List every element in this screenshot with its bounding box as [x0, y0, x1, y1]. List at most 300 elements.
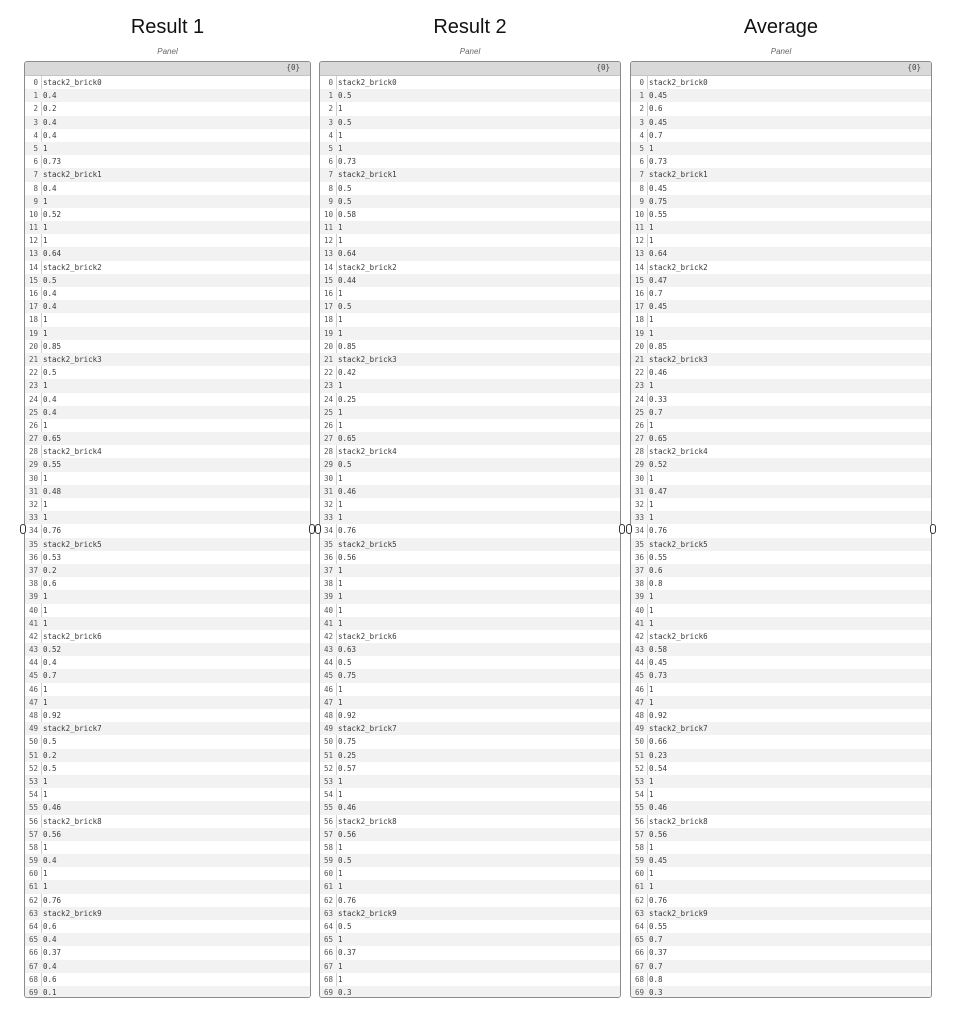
row-index: 29 [323, 460, 333, 470]
list-item [631, 590, 931, 603]
row-index: 43 [28, 645, 38, 655]
list-item [631, 841, 931, 854]
row-value: 0.52 [43, 645, 62, 655]
list-item [631, 960, 931, 973]
row-value: 0.5 [43, 737, 57, 747]
row-index: 37 [323, 565, 333, 575]
row-value: 0.76 [338, 895, 357, 905]
row-value: 0.4 [43, 935, 57, 945]
row-index: 24 [323, 394, 333, 404]
row-value: 0.66 [649, 737, 668, 747]
list-item [320, 129, 620, 142]
row-value: 0.58 [649, 645, 668, 655]
row-index: 67 [323, 961, 333, 971]
row-value: 0.37 [43, 948, 62, 958]
row-value: 0.4 [43, 961, 57, 971]
list-item [631, 524, 931, 537]
list-item [320, 854, 620, 867]
list-item [631, 195, 931, 208]
panel-rows [25, 76, 310, 998]
list-item [320, 393, 620, 406]
input-grip-result-2[interactable] [315, 524, 321, 534]
row-index: 15 [634, 275, 644, 285]
row-value: 0.55 [649, 922, 668, 931]
row-value: 0.47 [649, 486, 668, 496]
row-value: stack2_brick4 [649, 447, 708, 457]
list-item [25, 854, 310, 867]
row-value: stack2_brick9 [649, 908, 708, 918]
row-value: 0.46 [649, 368, 668, 378]
row-index: 21 [323, 354, 333, 364]
row-value: 1 [43, 328, 48, 338]
row-value: 0.6 [649, 565, 663, 575]
row-index: 44 [28, 658, 38, 668]
list-item [25, 920, 310, 933]
row-index: 3 [33, 117, 38, 127]
list-item [631, 327, 931, 340]
list-item [25, 366, 310, 379]
row-value: 0.65 [649, 434, 668, 444]
row-index: 51 [323, 750, 333, 760]
row-index: 41 [28, 618, 38, 628]
row-value: 1 [649, 420, 654, 430]
row-value: stack2_brick7 [649, 724, 708, 734]
list-item [25, 867, 310, 880]
list-item [25, 524, 310, 537]
list-item [25, 195, 310, 208]
list-item [320, 828, 620, 841]
row-value: 0.76 [338, 526, 357, 536]
row-value: 0.73 [43, 157, 62, 167]
list-item [631, 247, 931, 260]
list-item [320, 551, 620, 564]
list-item [320, 234, 620, 247]
list-item [631, 801, 931, 814]
row-value: 1 [338, 500, 343, 509]
row-value: 1 [338, 869, 343, 879]
row-value: 0.64 [338, 249, 357, 259]
row-index: 60 [634, 869, 644, 879]
row-value: 1 [338, 223, 343, 233]
row-value: 1 [649, 605, 654, 615]
row-index: 35 [323, 539, 333, 549]
panel-rows [631, 76, 931, 998]
list-item [631, 458, 931, 471]
row-index: 18 [634, 315, 644, 325]
panel-box[interactable] [319, 61, 621, 998]
row-index: 13 [28, 249, 38, 259]
row-value: 0.3 [338, 987, 352, 997]
list-item [320, 366, 620, 379]
row-value: 1 [338, 935, 343, 945]
list-item [631, 89, 931, 102]
row-value: 0.42 [338, 368, 357, 378]
list-item [320, 735, 620, 748]
list-item [25, 234, 310, 247]
row-value: 1 [43, 196, 48, 206]
row-index: 31 [323, 486, 333, 496]
row-value: 0.76 [43, 895, 62, 905]
row-value: stack2_brick5 [43, 539, 102, 549]
row-value: 0.7 [649, 961, 663, 971]
list-item [25, 287, 310, 300]
row-value: 0.75 [338, 737, 357, 747]
row-index: 27 [634, 434, 644, 444]
row-index: 50 [323, 737, 333, 747]
list-item [631, 854, 931, 867]
row-value: stack2_brick8 [649, 816, 708, 826]
row-index: 22 [323, 368, 333, 378]
row-value: 0.4 [43, 91, 57, 101]
list-item [320, 722, 620, 735]
row-index: 56 [323, 816, 333, 826]
row-value: 0.46 [649, 803, 668, 813]
list-item [631, 538, 931, 551]
row-index: 34 [323, 526, 333, 536]
row-value: 0.4 [43, 117, 57, 127]
row-value: 0.5 [338, 196, 352, 206]
row-index: 10 [28, 209, 38, 219]
row-index: 12 [634, 236, 644, 246]
row-value: 0.8 [649, 974, 663, 984]
row-index: 48 [323, 711, 333, 720]
row-index: 17 [28, 302, 38, 312]
list-item [320, 182, 620, 195]
list-item [25, 313, 310, 326]
row-index: 64 [323, 922, 333, 931]
output-grip-result-2[interactable] [619, 524, 625, 534]
row-index: 29 [28, 460, 38, 470]
row-value: 0.76 [649, 895, 668, 905]
row-index: 3 [639, 117, 644, 127]
row-value: 0.92 [649, 711, 668, 720]
row-index: 7 [328, 170, 333, 180]
row-index: 53 [323, 776, 333, 786]
row-value: 0.45 [649, 117, 668, 127]
list-item [25, 129, 310, 142]
list-item [320, 709, 620, 722]
row-value: 0.85 [649, 341, 668, 351]
list-item [320, 287, 620, 300]
row-index: 67 [634, 961, 644, 971]
list-item [25, 630, 310, 643]
list-item [631, 485, 931, 498]
row-value: 1 [338, 513, 343, 523]
row-index: 5 [639, 143, 644, 153]
row-index: 60 [323, 869, 333, 879]
row-index: 24 [28, 394, 38, 404]
row-value: 0.4 [43, 130, 57, 140]
row-value: stack2_brick6 [43, 631, 102, 641]
row-value: 0.5 [338, 91, 352, 101]
list-item [25, 735, 310, 748]
row-value: 0.45 [649, 658, 668, 668]
list-item [25, 604, 310, 617]
row-value: 0.8 [649, 579, 663, 589]
panel-subtitle: Panel [459, 47, 481, 56]
row-value: 1 [338, 684, 343, 694]
list-item [320, 313, 620, 326]
list-item [320, 406, 620, 419]
row-index: 14 [634, 262, 644, 272]
panel-title: Result 1 [130, 16, 205, 38]
row-value: 0.6 [649, 104, 663, 114]
row-value: 0.45 [649, 183, 668, 193]
row-value: 1 [43, 381, 48, 391]
panel-column-result-1 [24, 0, 311, 1000]
list-item [25, 142, 310, 155]
row-index: 25 [28, 407, 38, 417]
row-index: 25 [323, 407, 333, 417]
list-item [25, 749, 310, 762]
row-index: 61 [634, 882, 644, 892]
list-item [25, 419, 310, 432]
row-value: 1 [338, 882, 343, 892]
row-index: 3 [328, 117, 333, 127]
row-index: 68 [634, 974, 644, 984]
row-index: 41 [323, 618, 333, 628]
row-value: 0.73 [649, 671, 668, 681]
list-item [631, 234, 931, 247]
row-value: 1 [338, 104, 343, 114]
row-value: stack2_brick4 [43, 447, 102, 457]
row-value: 0.23 [649, 750, 668, 760]
list-item [25, 762, 310, 775]
row-index: 20 [28, 341, 38, 351]
row-index: 41 [634, 618, 644, 628]
row-index: 10 [323, 209, 333, 219]
list-item [631, 630, 931, 643]
row-value: 0.76 [43, 526, 62, 536]
panel-subtitle: Panel [770, 47, 792, 56]
row-index: 52 [28, 763, 38, 773]
list-item [631, 683, 931, 696]
row-value: 0.55 [43, 460, 62, 470]
row-value: 1 [338, 974, 343, 984]
row-value: stack2_brick2 [43, 262, 102, 272]
row-value: 0.7 [649, 407, 663, 417]
row-index: 56 [28, 816, 38, 826]
row-index: 60 [28, 869, 38, 879]
list-item [631, 142, 931, 155]
list-item [631, 617, 931, 630]
row-index: 38 [323, 579, 333, 589]
row-value: 0.56 [43, 829, 62, 839]
row-index: 32 [634, 500, 644, 509]
list-item [320, 867, 620, 880]
list-item [25, 788, 310, 801]
list-item [320, 379, 620, 392]
list-item [25, 775, 310, 788]
row-index: 2 [33, 104, 38, 114]
row-index: 43 [323, 645, 333, 655]
list-item [631, 445, 931, 458]
list-item [25, 327, 310, 340]
row-value: 0.57 [338, 763, 357, 773]
row-index: 40 [323, 605, 333, 615]
list-item [25, 801, 310, 814]
list-item [631, 261, 931, 274]
list-item [25, 880, 310, 893]
panel-header [631, 62, 931, 76]
row-index: 55 [634, 803, 644, 813]
row-value: stack2_brick8 [43, 816, 102, 826]
row-index: 30 [634, 473, 644, 483]
row-value: 1 [649, 223, 654, 233]
row-value: 0.5 [338, 658, 352, 668]
row-value: stack2_brick6 [338, 631, 397, 641]
list-item [320, 960, 620, 973]
row-value: 0.55 [649, 209, 668, 219]
row-value: 1 [338, 842, 343, 852]
row-value: 0.6 [43, 974, 57, 984]
row-index: 12 [323, 236, 333, 246]
list-item [320, 208, 620, 221]
list-item [631, 920, 931, 933]
row-value: 0.5 [338, 302, 352, 312]
list-item [631, 393, 931, 406]
row-index: 9 [639, 196, 644, 206]
row-index: 20 [323, 341, 333, 351]
list-item [320, 155, 620, 168]
row-index: 26 [634, 420, 644, 430]
data-path-label: {0} [596, 63, 610, 72]
row-index: 49 [634, 724, 644, 734]
list-item [631, 604, 931, 617]
row-value: 1 [649, 869, 654, 879]
panel-title: Result 2 [433, 16, 507, 38]
list-item [320, 762, 620, 775]
row-index: 32 [323, 500, 333, 509]
row-value: stack2_brick3 [43, 354, 102, 364]
row-value: stack2_brick3 [649, 354, 708, 364]
row-index: 1 [33, 91, 38, 101]
list-item [25, 590, 310, 603]
row-value: 1 [649, 513, 654, 523]
list-item [320, 274, 620, 287]
row-value: 1 [338, 381, 343, 391]
row-index: 53 [28, 776, 38, 786]
row-index: 33 [323, 513, 333, 523]
list-item [631, 722, 931, 735]
list-item [320, 300, 620, 313]
list-item [320, 590, 620, 603]
panel-column-average [630, 0, 932, 1000]
list-item [320, 604, 620, 617]
row-index: 62 [28, 895, 38, 905]
row-value: 0.3 [649, 987, 663, 997]
list-item [320, 841, 620, 854]
row-index: 11 [634, 223, 644, 233]
row-index: 33 [28, 513, 38, 523]
panel-box[interactable] [630, 61, 932, 998]
row-index: 52 [634, 763, 644, 773]
list-item [25, 485, 310, 498]
row-index: 66 [634, 948, 644, 958]
row-value: stack2_brick0 [649, 78, 708, 87]
row-value: 0.92 [338, 711, 357, 720]
list-item [631, 815, 931, 828]
row-index: 37 [634, 565, 644, 575]
row-value: 0.54 [649, 763, 668, 773]
list-item [631, 472, 931, 485]
list-item [320, 221, 620, 234]
row-index: 34 [634, 526, 644, 536]
row-index: 54 [634, 790, 644, 800]
row-index: 35 [28, 539, 38, 549]
list-item [631, 564, 931, 577]
list-item [25, 828, 310, 841]
row-index: 49 [323, 724, 333, 734]
list-item [631, 880, 931, 893]
list-item [320, 76, 620, 89]
row-value: 1 [43, 882, 48, 892]
input-grip-result-1[interactable] [20, 524, 26, 534]
row-index: 26 [28, 420, 38, 430]
list-item [320, 986, 620, 998]
row-index: 23 [323, 381, 333, 391]
output-grip-average[interactable] [930, 524, 936, 534]
row-value: 0.64 [649, 249, 668, 259]
list-item [25, 353, 310, 366]
row-index: 62 [323, 895, 333, 905]
row-index: 8 [639, 183, 644, 193]
row-index: 39 [323, 592, 333, 602]
row-index: 65 [323, 935, 333, 945]
row-index: 63 [28, 908, 38, 918]
row-value: 0.55 [649, 552, 668, 562]
list-item [320, 116, 620, 129]
row-index: 38 [28, 579, 38, 589]
row-index: 19 [28, 328, 38, 338]
row-index: 44 [323, 658, 333, 668]
panel-box[interactable] [24, 61, 311, 998]
row-value: 1 [649, 381, 654, 391]
list-item [631, 76, 931, 89]
row-index: 64 [634, 922, 644, 931]
list-item [631, 749, 931, 762]
list-item [631, 287, 931, 300]
input-grip-average[interactable] [626, 524, 632, 534]
list-item [320, 973, 620, 986]
list-item [631, 788, 931, 801]
row-index: 20 [634, 341, 644, 351]
row-index: 51 [28, 750, 38, 760]
row-value: stack2_brick9 [338, 908, 397, 918]
list-item [25, 709, 310, 722]
row-value: 1 [43, 500, 48, 509]
list-item [320, 498, 620, 511]
row-index: 42 [634, 631, 644, 641]
list-item [631, 168, 931, 181]
row-value: 0.4 [43, 394, 57, 404]
row-index: 27 [28, 434, 38, 444]
row-value: 0.45 [649, 91, 668, 101]
list-item [25, 894, 310, 907]
list-item [25, 168, 310, 181]
list-item [320, 815, 620, 828]
row-index: 25 [634, 407, 644, 417]
row-value: 1 [649, 236, 654, 246]
row-index: 1 [639, 91, 644, 101]
list-item [320, 643, 620, 656]
row-index: 36 [28, 552, 38, 562]
row-value: 1 [43, 223, 48, 233]
list-item [320, 894, 620, 907]
row-value: stack2_brick7 [43, 724, 102, 734]
row-value: 0.25 [338, 750, 357, 760]
row-value: 0.5 [338, 856, 352, 866]
